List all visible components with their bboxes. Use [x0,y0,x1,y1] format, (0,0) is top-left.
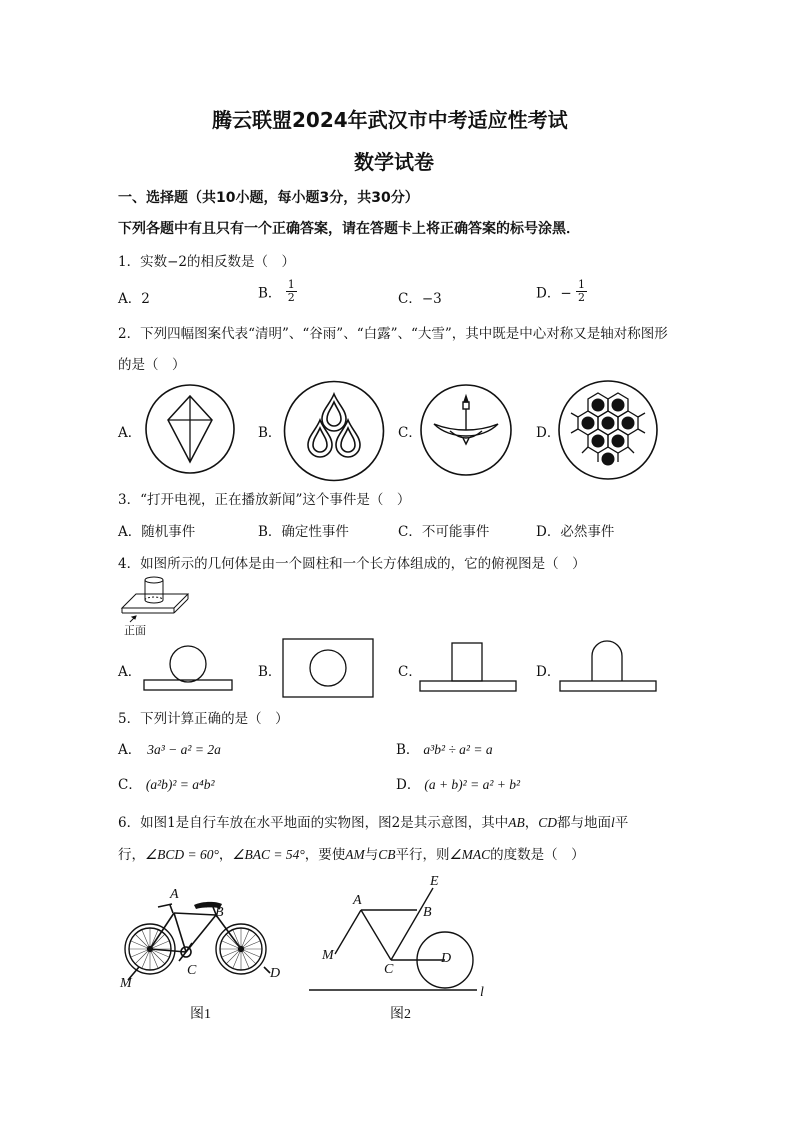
fig2-point-m: M [322,948,334,963]
q4-option-c-view [419,642,517,692]
q4-stem: 4．如图所示的几何体是由一个圆柱和一个长方体组成的，它的俯视图是（ ） [118,556,586,572]
q1-option-b-fraction [286,279,297,304]
q2-stem-line2: 的是（ ） [118,357,186,373]
cylinder-on-box-figure [118,572,193,620]
fig1-point-b: B [215,905,224,920]
q6-angle-mac: ∠MAC [449,847,491,862]
q1-option-a: A．2 [118,291,150,307]
fig1-point-d: D [270,966,281,981]
q6-line2-text-b: ， [218,847,233,863]
q1-stem: 1．实数−2的相反数是（ ） [118,254,295,270]
fig1-point-m: M [120,976,132,991]
fig2-point-e: E [430,874,439,889]
q2-label-b: B． [258,425,282,441]
q6-angle-bcd: ∠BCD = 60° [145,847,219,862]
q6-line2-text-a: 行， [118,847,145,863]
q4-option-a-view [143,645,233,691]
exam-subtitle: 数学试卷 [354,150,434,174]
q1-b-denominator: 2 [287,291,295,304]
fig1-point-c: C [187,963,197,978]
q6-line2-text-d: 与 [364,847,379,863]
q5-option-a-label: A． [118,742,142,758]
q6-stem-line2 [118,843,585,863]
q3-stem: 3．“打开电视，正在播放新闻”这个事件是（ ） [118,492,411,508]
q4-label-a: A． [118,664,142,680]
fig1-point-a: A [170,887,179,902]
q3-option-a: A．随机事件 [118,524,196,540]
section-heading: 一、选择题（共10小题，每小题3分，共30分） [118,190,419,206]
fig2-point-d: D [441,951,452,966]
guyu-raindrops-figure [283,380,385,482]
q4-label-d: D． [536,664,561,680]
q6-segment-cb: CB [378,847,396,862]
section-instruction: 下列各题中有且只有一个正确答案，请在答题卡上将正确答案的标号涂黑． [118,221,580,237]
q6-segment-ab: AB [508,815,525,830]
q5-option-d [396,773,520,793]
fig2-point-c: C [384,962,394,977]
q4-label-c: C． [398,664,422,680]
q2-stem-line1: 2．下列四幅图案代表“清明”、“谷雨”、“白露”、“大雪”，其中既是中心对称又是轴对称图形 [118,326,668,342]
q6-segment-cd: CD [538,815,558,830]
q5-option-c-expr: (a²b)² = a⁴b² [145,777,215,792]
q1-option-b [258,279,297,304]
q3-option-d: D．必然事件 [536,524,615,540]
q1-option-d-label: D．− [536,285,572,302]
fig2-line-l: l [480,985,484,1000]
q3-option-c: C．不可能事件 [398,524,490,540]
q6-line2-text-e: 平行，则 [395,847,450,863]
bailu-plant-figure [420,384,512,476]
front-view-label: 正面 [124,624,146,637]
fig2-point-a: A [353,893,362,908]
q6-line1-text-d: 平 [614,815,629,831]
q2-label-a: A． [118,425,142,441]
q5-option-b-label: B． [396,742,420,758]
bicycle-schematic-figure [305,878,490,998]
q5-option-d-expr: (a + b)² = a² + b² [424,777,521,792]
q1-option-d-fraction [576,279,587,304]
q6-line-l: l [611,815,615,830]
q5-option-b-expr: a³b² ÷ a² = a [423,742,493,757]
q1-d-numerator: 1 [577,278,585,291]
q2-label-c: C． [398,425,422,441]
q6-line1-text-b: ， [524,815,539,831]
daxue-hexagon-figure [558,380,658,480]
q5-option-b [396,738,493,758]
q4-option-d-view [559,640,657,692]
q6-line2-text-f: 的度数是（ ） [490,847,585,863]
fig2-point-b: B [423,905,432,920]
q3-option-b: B．确定性事件 [258,524,349,540]
q1-option-b-label: B． [258,285,282,302]
q6-line2-text-c: ，要使 [304,847,346,863]
q5-option-c [118,773,215,793]
q5-option-a [118,738,221,758]
q4-label-b: B． [258,664,282,680]
q1-option-c: C．−3 [398,291,442,307]
q2-label-d: D． [536,425,561,441]
q6-angle-bac: ∠BAC = 54° [232,847,305,862]
q4-option-b-view [282,638,374,698]
bicycle-photo-figure [118,885,288,995]
q1-option-d [536,279,587,304]
qingming-kite-figure [145,384,235,474]
q1-d-denominator: 2 [577,291,585,304]
q6-segment-am: AM [345,847,365,862]
exam-title: 腾云联盟2024年武汉市中考适应性考试 [212,108,568,132]
q5-stem: 5．下列计算正确的是（ ） [118,711,289,727]
q6-stem-line1 [118,811,628,831]
q6-line1-text-c: 都与地面 [557,815,612,831]
q6-line1-text-a: 6．如图1是自行车放在水平地面的实物图，图2是其示意图，其中 [118,815,509,831]
fig2-caption: 图2 [390,1007,411,1022]
fig1-caption: 图1 [190,1007,211,1022]
q5-option-d-label: D． [396,777,421,793]
q1-b-numerator: 1 [287,278,295,291]
q5-option-a-expr: 3a³ − a² = 2a [147,742,221,757]
q5-option-c-label: C． [118,777,142,793]
